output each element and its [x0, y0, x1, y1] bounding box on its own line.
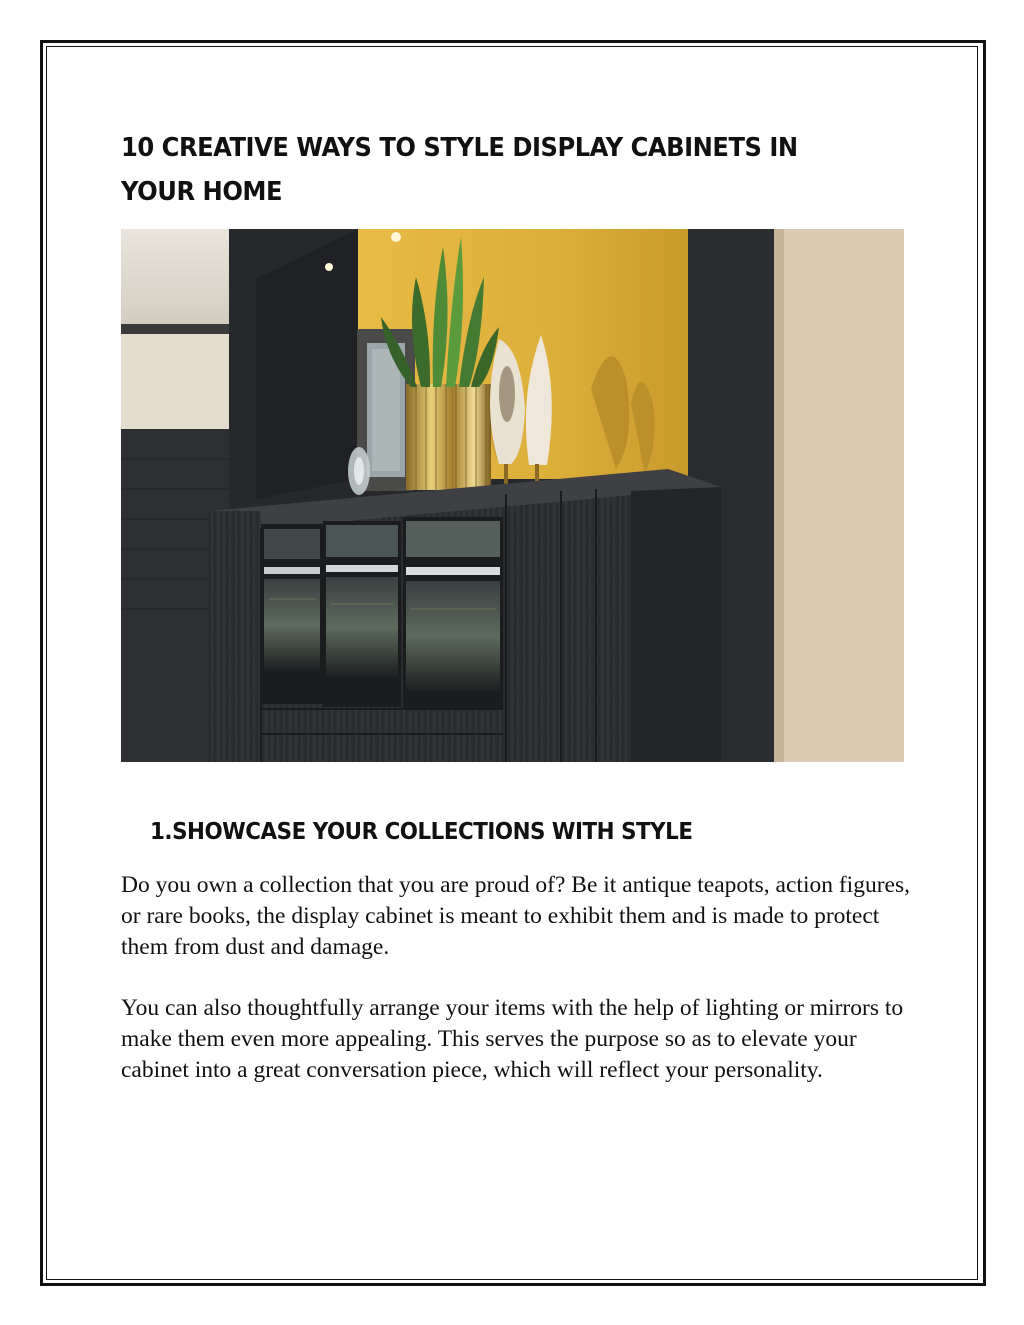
document-title: 10 CREATIVE WAYS TO STYLE DISPLAY CABINETS IN YOUR HOME: [121, 133, 798, 207]
cabinet-photo: [121, 229, 904, 762]
body-paragraph-1: Do you own a collection that you are proud of? Be it antique teapots, action figures, or rare books, the display cabinet is meant to exhibit them and is made to protect them from dust and damage.: [121, 872, 910, 960]
section-heading: 1.SHOWCASE YOUR COLLECTIONS WITH STYLE: [150, 819, 693, 845]
body-paragraph-2: You can also thoughtfully arrange your items with the help of lighting or mirrors to make them even more appealing. This serves the purpose so as to elevate your cabinet into a great conversation piece, which will reflect your personality.: [121, 995, 904, 1083]
